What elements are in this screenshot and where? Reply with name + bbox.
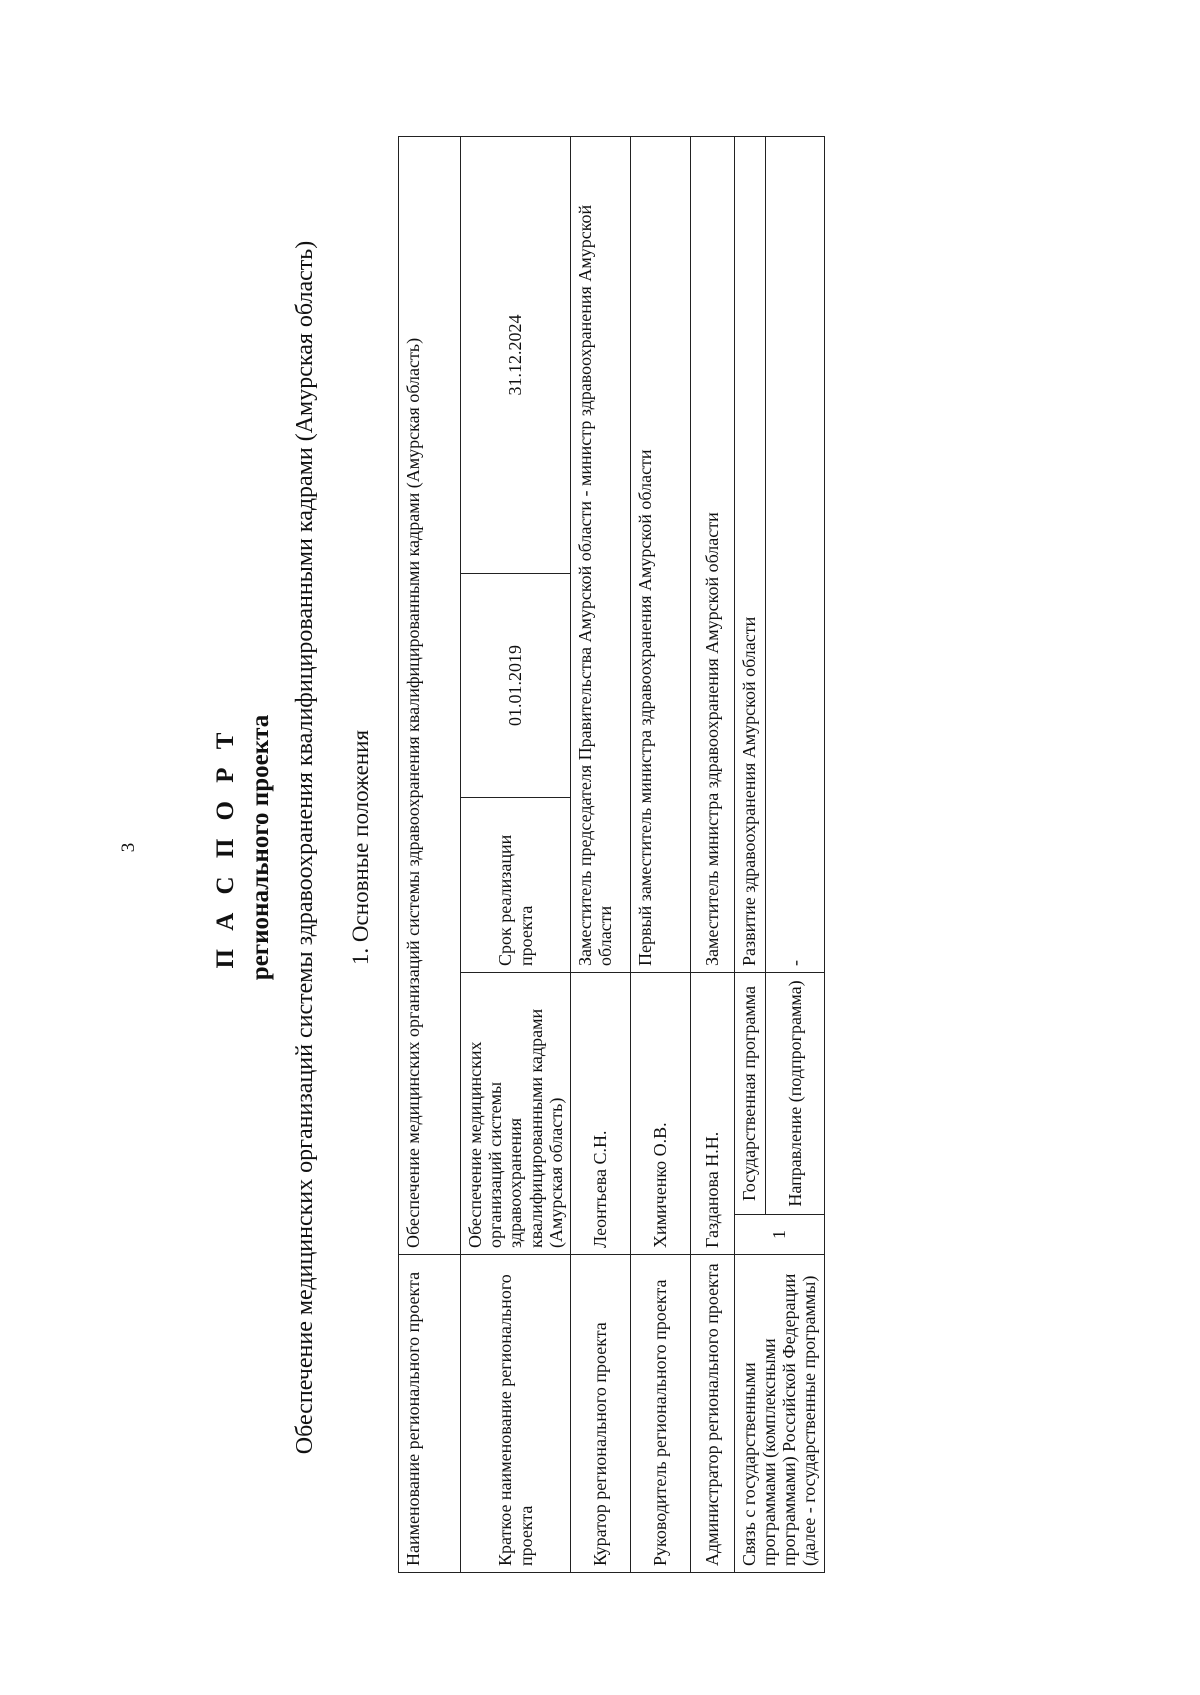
curator-label: Куратор регионального проекта [571,1255,631,1573]
project-full-name: Обеспечение медицинских организаций системы здравоохранения квалифицированными кадрами (Амурская область) [292,240,318,1455]
project-name-value: Обеспечение медицинских организаций системы здравоохранения квалифицированными кадрами (Амурская область) [399,136,461,1254]
direction-label: Направление (подпрограмма) [766,973,824,1215]
link-label: Связь с государственными программами (комплексными программами) Российской Федерации (далее - государственные программы) [735,1255,825,1573]
start-date: 01.01.2019 [461,574,571,798]
section-heading: 1. Основные положения [348,729,373,966]
link-number: 1 [735,1215,825,1255]
state-program-label: Государственная программа [735,973,766,1215]
state-program-value: Развитие здравоохранения Амурской области [735,136,766,972]
direction-value: - [766,136,824,972]
admin-position: Заместитель министра здравоохранения Амурской области [691,136,735,972]
table-row-curator [571,136,631,1572]
term-label: Срок реализации проекта [461,798,571,973]
project-name-label: Наименование регионального проекта [399,1255,461,1573]
admin-label: Администратор регионального проекта [691,1255,735,1573]
table-row-head [631,136,691,1572]
head-label: Руководитель регионального проекта [631,1255,691,1573]
document-title: П А С П О Р Т [212,726,239,969]
end-date: 31.12.2024 [461,136,571,573]
table-row-admin [691,136,735,1572]
document-subtitle: регионального проекта [247,714,274,981]
head-position: Первый заместитель министра здравоохранения Амурской области [631,136,691,972]
table-row-state-program [735,136,766,1572]
short-name-value: Обеспечение медицинских организаций системы здравоохранения квалифицированными кадрами (Амурская область) [461,973,571,1255]
curator-position: Заместитель председателя Правительства Амурской области - министр здравоохранения Амурской области [571,136,631,972]
head-person: Химиченко О.В. [631,973,691,1255]
table-row-project-name [399,136,461,1572]
admin-person: Газданова Н.Н. [691,973,735,1255]
passport-table [398,136,825,1573]
curator-person: Леонтьева С.Н. [571,973,631,1255]
table-row-short-name [461,136,571,1572]
short-name-label: Краткое наименование регионального проекта [461,1255,571,1573]
page-number: 3 [118,842,139,853]
